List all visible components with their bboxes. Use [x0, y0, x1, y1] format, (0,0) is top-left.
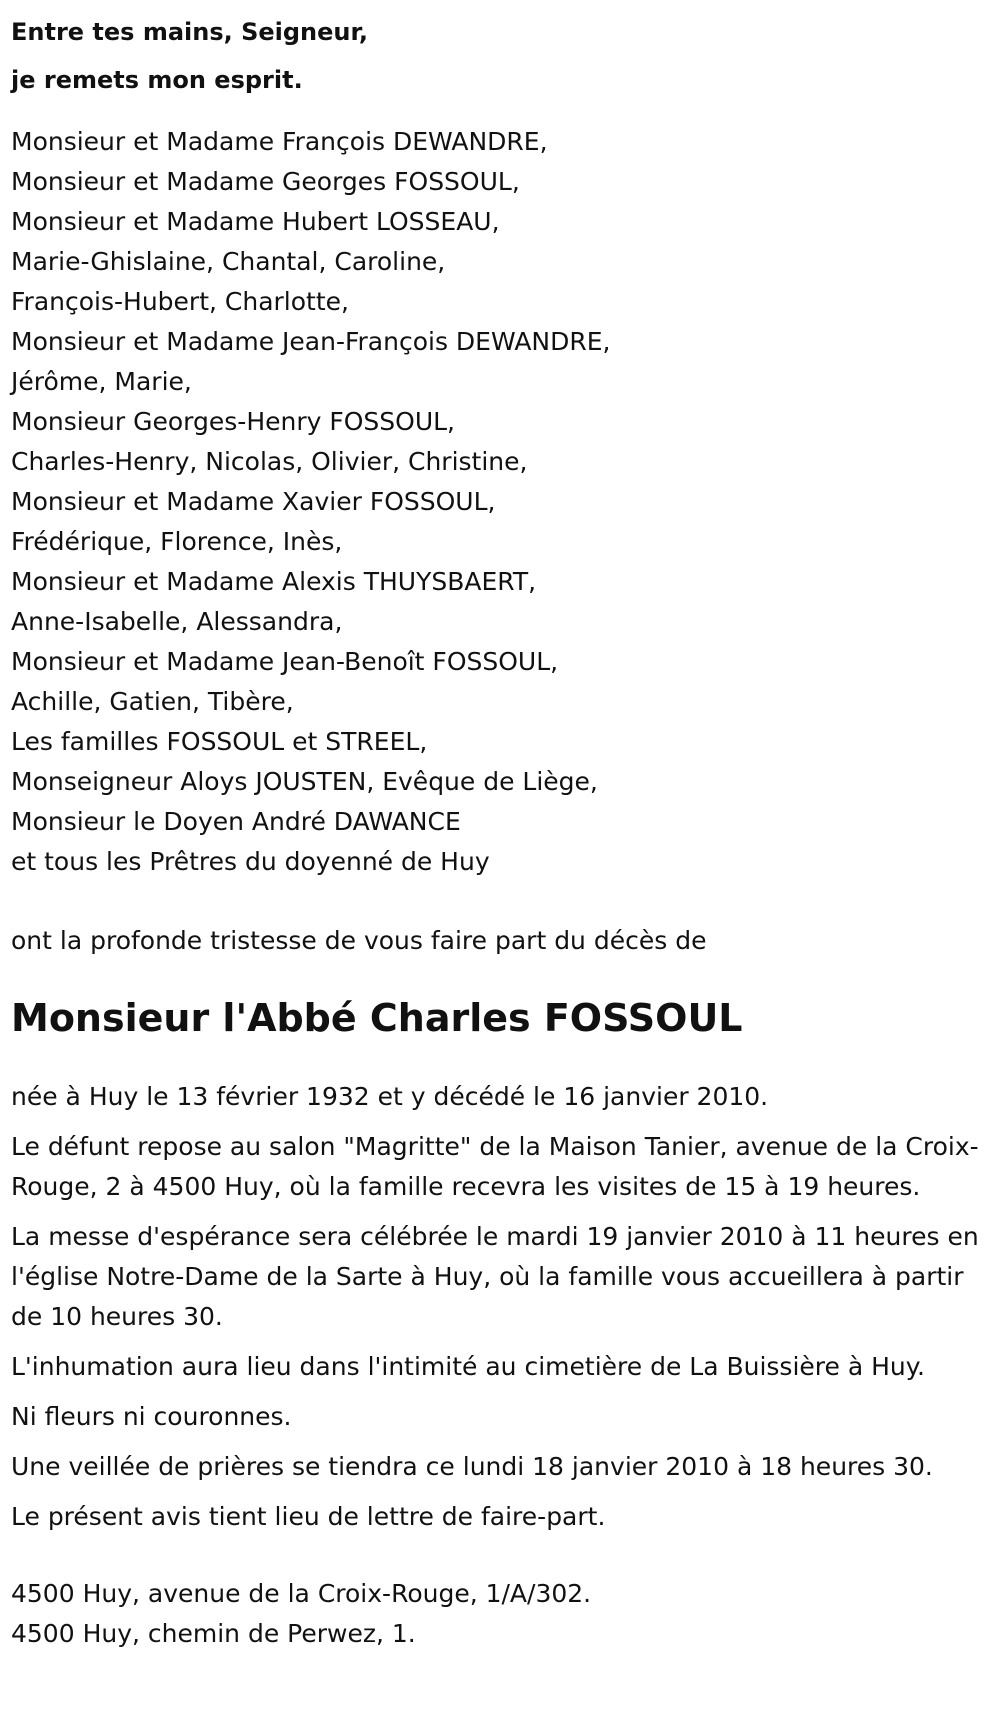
family-line: Monsieur et Madame Jean-Benoît FOSSOUL, — [11, 647, 559, 676]
family-line: Monsieur le Doyen André DAWANCE — [11, 807, 461, 836]
family-line: Anne-Isabelle, Alessandra, — [11, 607, 343, 636]
family-line: Marie-Ghislaine, Chantal, Caroline, — [11, 247, 446, 276]
flowers-note: Ni fleurs ni couronnes. — [11, 1402, 292, 1431]
announcement-text: ont la profonde tristesse de vous faire part du décès de — [11, 926, 707, 955]
family-line: Monsieur et Madame Alexis THUYSBAERT, — [11, 567, 537, 596]
family-line: Achille, Gatien, Tibère, — [11, 687, 294, 716]
family-line: Monsieur et Madame Jean-François DEWANDRE, — [11, 327, 611, 356]
burial-info: L'inhumation aura lieu dans l'intimité au cimetière de La Buissière à Huy. — [11, 1352, 925, 1381]
family-line: Monsieur et Madame Xavier FOSSOUL, — [11, 487, 496, 516]
family-line: Monsieur et Madame Georges FOSSOUL, — [11, 167, 520, 196]
mass-info: La messe d'espérance sera célébrée le mardi 19 janvier 2010 à 11 heures en l'église Notre-Dame de la Sarte à Huy, où la famille vous accueillera à partir de 10 heures 30. — [11, 1222, 979, 1331]
obituary-notice — [11, 0, 996, 1654]
family-line: Monsieur Georges-Henry FOSSOUL, — [11, 407, 456, 436]
family-line: Monsieur et Madame François DEWANDRE, — [11, 127, 548, 156]
family-line: Monsieur et Madame Hubert LOSSEAU, — [11, 207, 500, 236]
family-line: et tous les Prêtres du doyenné de Huy — [11, 847, 490, 876]
family-line: François-Hubert, Charlotte, — [11, 287, 349, 316]
viewing-info: Le défunt repose au salon "Magritte" de la Maison Tanier, avenue de la Croix-Rouge, 2 à 4500 Huy, où la famille recevra les visites de 15 à 19 heures. — [11, 1132, 979, 1201]
notice-statement: Le présent avis tient lieu de lettre de faire-part. — [11, 1502, 606, 1531]
family-line: Jérôme, Marie, — [11, 367, 192, 396]
details-section — [11, 1077, 996, 1537]
opening-prayer — [11, 0, 996, 104]
birth-death-dates: née à Huy le 13 février 1932 et y décédé le 16 janvier 2010. — [11, 1082, 769, 1111]
family-line: Charles-Henry, Nicolas, Olivier, Christine, — [11, 447, 528, 476]
address-line-2: 4500 Huy, chemin de Perwez, 1. — [11, 1619, 416, 1648]
family-line: Frédérique, Florence, Inès, — [11, 527, 343, 556]
opening-line-2: je remets mon esprit. — [11, 66, 303, 94]
family-line: Les familles FOSSOUL et STREEL, — [11, 727, 428, 756]
opening-line-1: Entre tes mains, Seigneur, — [11, 18, 368, 46]
addresses — [11, 1574, 996, 1654]
family-line: Monseigneur Aloys JOUSTEN, Evêque de Liège, — [11, 767, 598, 796]
family-list — [11, 122, 996, 882]
deceased-name: Monsieur l'Abbé Charles FOSSOUL — [11, 996, 743, 1040]
address-line-1: 4500 Huy, avenue de la Croix-Rouge, 1/A/302. — [11, 1579, 592, 1608]
vigil-info: Une veillée de prières se tiendra ce lundi 18 janvier 2010 à 18 heures 30. — [11, 1452, 933, 1481]
